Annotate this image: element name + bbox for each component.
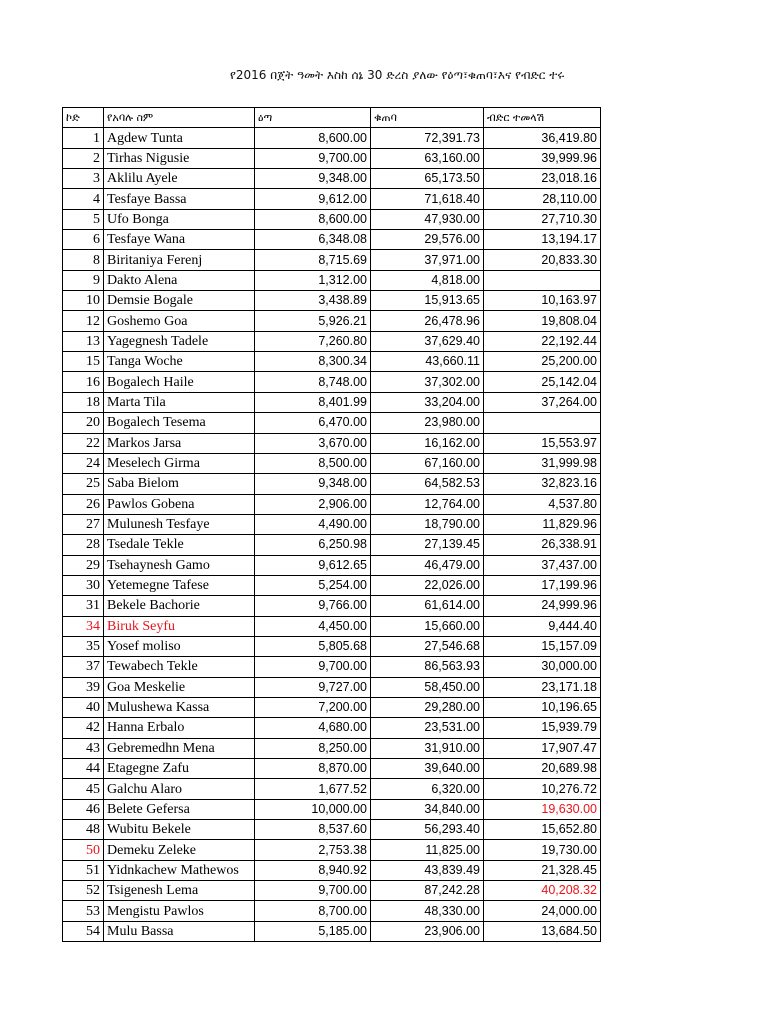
table-row — [63, 697, 601, 717]
table-row — [63, 148, 601, 168]
loan-repayment-amount: 21,328.45 — [484, 860, 601, 880]
share-amount: 4,450.00 — [255, 616, 371, 636]
member-code: 52 — [63, 881, 104, 901]
share-amount: 5,254.00 — [255, 575, 371, 595]
member-code: 6 — [63, 230, 104, 250]
savings-amount: 48,330.00 — [371, 901, 484, 921]
member-name: Wubitu Bekele — [104, 820, 255, 840]
table-row — [63, 860, 601, 880]
member-code: 26 — [63, 494, 104, 514]
share-amount: 6,250.98 — [255, 535, 371, 555]
member-name: Tsigenesh Lema — [104, 881, 255, 901]
loan-repayment-amount: 40,208.32 — [484, 881, 601, 901]
loan-repayment-amount: 31,999.98 — [484, 453, 601, 473]
member-name: Tsedale Tekle — [104, 535, 255, 555]
savings-amount: 86,563.93 — [371, 657, 484, 677]
share-amount: 8,870.00 — [255, 759, 371, 779]
table-row — [63, 514, 601, 534]
member-name: Galchu Alaro — [104, 779, 255, 799]
member-code: 51 — [63, 860, 104, 880]
savings-amount: 58,450.00 — [371, 677, 484, 697]
loan-repayment-amount: 26,338.91 — [484, 535, 601, 555]
loan-repayment-amount: 13,194.17 — [484, 230, 601, 250]
header-member-name: የአባሉ ስም — [104, 108, 255, 128]
share-amount: 9,700.00 — [255, 881, 371, 901]
share-amount: 9,766.00 — [255, 596, 371, 616]
savings-amount: 43,660.11 — [371, 352, 484, 372]
member-code: 29 — [63, 555, 104, 575]
member-code: 15 — [63, 352, 104, 372]
table-row — [63, 270, 601, 290]
savings-amount: 4,818.00 — [371, 270, 484, 290]
loan-repayment-amount: 23,171.18 — [484, 677, 601, 697]
savings-amount: 71,618.40 — [371, 189, 484, 209]
savings-amount: 26,478.96 — [371, 311, 484, 331]
member-code: 3 — [63, 169, 104, 189]
member-name: Marta Tila — [104, 392, 255, 412]
table-row — [63, 189, 601, 209]
savings-amount: 31,910.00 — [371, 738, 484, 758]
member-name: Goa Meskelie — [104, 677, 255, 697]
member-code: 53 — [63, 901, 104, 921]
member-code: 39 — [63, 677, 104, 697]
savings-amount: 37,302.00 — [371, 372, 484, 392]
savings-amount: 27,139.45 — [371, 535, 484, 555]
member-name: Mulunesh Tesfaye — [104, 514, 255, 534]
share-amount: 9,348.00 — [255, 474, 371, 494]
share-amount: 8,600.00 — [255, 128, 371, 148]
member-code: 25 — [63, 474, 104, 494]
member-code: 27 — [63, 514, 104, 534]
member-code: 45 — [63, 779, 104, 799]
savings-amount: 63,160.00 — [371, 148, 484, 168]
table-row — [63, 331, 601, 351]
savings-amount: 65,173.50 — [371, 169, 484, 189]
table-row — [63, 636, 601, 656]
member-code: 24 — [63, 453, 104, 473]
savings-amount: 37,971.00 — [371, 250, 484, 270]
member-code: 9 — [63, 270, 104, 290]
member-name: Meselech Girma — [104, 453, 255, 473]
savings-amount: 37,629.40 — [371, 331, 484, 351]
member-code: 35 — [63, 636, 104, 656]
savings-amount: 43,839.49 — [371, 860, 484, 880]
member-name: Markos Jarsa — [104, 433, 255, 453]
share-amount: 5,185.00 — [255, 921, 371, 941]
member-code: 42 — [63, 718, 104, 738]
share-amount: 10,000.00 — [255, 799, 371, 819]
loan-repayment-amount: 24,999.96 — [484, 596, 601, 616]
loan-repayment-amount: 32,823.16 — [484, 474, 601, 494]
member-code: 12 — [63, 311, 104, 331]
table-row — [63, 759, 601, 779]
table-row — [63, 169, 601, 189]
table-header-row — [63, 108, 601, 128]
share-amount: 2,753.38 — [255, 840, 371, 860]
share-amount: 9,700.00 — [255, 148, 371, 168]
table-row — [63, 738, 601, 758]
savings-amount: 16,162.00 — [371, 433, 484, 453]
member-name: Yidnkachew Mathewos — [104, 860, 255, 880]
member-code: 18 — [63, 392, 104, 412]
member-code: 16 — [63, 372, 104, 392]
savings-amount: 18,790.00 — [371, 514, 484, 534]
loan-repayment-amount: 9,444.40 — [484, 616, 601, 636]
member-code: 31 — [63, 596, 104, 616]
table-row — [63, 575, 601, 595]
table-row — [63, 372, 601, 392]
member-name: Agdew Tunta — [104, 128, 255, 148]
table-row — [63, 453, 601, 473]
table-row — [63, 840, 601, 860]
member-code: 48 — [63, 820, 104, 840]
member-code: 43 — [63, 738, 104, 758]
table-row — [63, 657, 601, 677]
loan-repayment-amount: 13,684.50 — [484, 921, 601, 941]
loan-repayment-amount: 27,710.30 — [484, 209, 601, 229]
savings-amount: 34,840.00 — [371, 799, 484, 819]
table-row — [63, 352, 601, 372]
share-amount: 8,600.00 — [255, 209, 371, 229]
share-amount: 3,670.00 — [255, 433, 371, 453]
share-amount: 8,500.00 — [255, 453, 371, 473]
loan-repayment-amount: 30,000.00 — [484, 657, 601, 677]
loan-repayment-amount: 39,999.96 — [484, 148, 601, 168]
savings-amount: 11,825.00 — [371, 840, 484, 860]
table-row — [63, 250, 601, 270]
savings-amount: 6,320.00 — [371, 779, 484, 799]
savings-amount: 12,764.00 — [371, 494, 484, 514]
savings-amount: 15,660.00 — [371, 616, 484, 636]
table-row — [63, 209, 601, 229]
table-row — [63, 820, 601, 840]
loan-repayment-amount: 15,553.97 — [484, 433, 601, 453]
member-name: Belete Gefersa — [104, 799, 255, 819]
share-amount: 8,300.34 — [255, 352, 371, 372]
share-amount: 1,312.00 — [255, 270, 371, 290]
member-name: Aklilu Ayele — [104, 169, 255, 189]
member-code: 4 — [63, 189, 104, 209]
table-row — [63, 555, 601, 575]
share-amount: 1,677.52 — [255, 779, 371, 799]
savings-amount: 23,906.00 — [371, 921, 484, 941]
member-name: Mengistu Pawlos — [104, 901, 255, 921]
share-amount: 8,250.00 — [255, 738, 371, 758]
member-name: Gebremedhn Mena — [104, 738, 255, 758]
share-amount: 7,200.00 — [255, 697, 371, 717]
member-name: Yetemegne Tafese — [104, 575, 255, 595]
savings-amount: 23,531.00 — [371, 718, 484, 738]
share-amount: 9,612.65 — [255, 555, 371, 575]
member-code: 8 — [63, 250, 104, 270]
savings-amount: 23,980.00 — [371, 413, 484, 433]
member-name: Demsie Bogale — [104, 291, 255, 311]
table-row — [63, 311, 601, 331]
member-name: Yagegnesh Tadele — [104, 331, 255, 351]
loan-repayment-amount: 37,264.00 — [484, 392, 601, 412]
savings-amount: 39,640.00 — [371, 759, 484, 779]
loan-repayment-amount: 15,652.80 — [484, 820, 601, 840]
share-amount: 8,940.92 — [255, 860, 371, 880]
member-name: Tewabech Tekle — [104, 657, 255, 677]
member-name: Bogalech Tesema — [104, 413, 255, 433]
savings-amount: 29,576.00 — [371, 230, 484, 250]
member-code: 2 — [63, 148, 104, 168]
member-name: Mulu Bassa — [104, 921, 255, 941]
member-code: 10 — [63, 291, 104, 311]
savings-amount: 29,280.00 — [371, 697, 484, 717]
table-row — [63, 596, 601, 616]
loan-repayment-amount: 10,196.65 — [484, 697, 601, 717]
member-name: Tsehaynesh Gamo — [104, 555, 255, 575]
table-row — [63, 779, 601, 799]
loan-repayment-amount: 11,829.96 — [484, 514, 601, 534]
member-name: Bekele Bachorie — [104, 596, 255, 616]
member-code: 54 — [63, 921, 104, 941]
loan-repayment-amount: 10,276.72 — [484, 779, 601, 799]
member-name: Hanna Erbalo — [104, 718, 255, 738]
savings-amount: 33,204.00 — [371, 392, 484, 412]
member-code: 5 — [63, 209, 104, 229]
share-amount: 8,537.60 — [255, 820, 371, 840]
share-amount: 2,906.00 — [255, 494, 371, 514]
header-code: ኮድ — [63, 108, 104, 128]
loan-repayment-amount: 28,110.00 — [484, 189, 601, 209]
loan-repayment-amount: 10,163.97 — [484, 291, 601, 311]
table-row — [63, 128, 601, 148]
member-name: Goshemo Goa — [104, 311, 255, 331]
table-row — [63, 535, 601, 555]
share-amount: 9,700.00 — [255, 657, 371, 677]
members-table — [62, 107, 601, 942]
member-name: Biritaniya Ferenj — [104, 250, 255, 270]
member-code: 34 — [63, 616, 104, 636]
loan-repayment-amount: 36,419.80 — [484, 128, 601, 148]
loan-repayment-amount: 22,192.44 — [484, 331, 601, 351]
share-amount: 5,805.68 — [255, 636, 371, 656]
member-name: Pawlos Gobena — [104, 494, 255, 514]
table-row — [63, 474, 601, 494]
member-code: 13 — [63, 331, 104, 351]
loan-repayment-amount: 25,200.00 — [484, 352, 601, 372]
table-row — [63, 230, 601, 250]
table-row — [63, 921, 601, 941]
member-code: 20 — [63, 413, 104, 433]
member-name: Tanga Woche — [104, 352, 255, 372]
table-row — [63, 392, 601, 412]
member-code: 28 — [63, 535, 104, 555]
share-amount: 4,680.00 — [255, 718, 371, 738]
table-row — [63, 901, 601, 921]
header-share: ዕጣ — [255, 108, 371, 128]
member-name: Demeku Zeleke — [104, 840, 255, 860]
savings-amount: 87,242.28 — [371, 881, 484, 901]
member-name: Tesfaye Wana — [104, 230, 255, 250]
share-amount: 5,926.21 — [255, 311, 371, 331]
loan-repayment-amount: 15,939.79 — [484, 718, 601, 738]
savings-amount: 27,546.68 — [371, 636, 484, 656]
member-name: Etagegne Zafu — [104, 759, 255, 779]
member-name: Saba Bielom — [104, 474, 255, 494]
member-name: Tesfaye Bassa — [104, 189, 255, 209]
loan-repayment-amount: 20,689.98 — [484, 759, 601, 779]
share-amount: 6,348.08 — [255, 230, 371, 250]
table-row — [63, 677, 601, 697]
document-title: የ2016 በጀት ዓመት እስከ ሰኔ 30 ድረስ ያለው የዕጣ፣ቁጠባ፣እና የብድር ተሩ — [230, 68, 565, 82]
loan-repayment-amount: 25,142.04 — [484, 372, 601, 392]
share-amount: 7,260.80 — [255, 331, 371, 351]
member-code: 40 — [63, 697, 104, 717]
savings-amount: 61,614.00 — [371, 596, 484, 616]
loan-repayment-amount: 19,808.04 — [484, 311, 601, 331]
header-loan-repayment: ብድር ተመላሽ — [484, 108, 601, 128]
member-name: Tirhas Nigusie — [104, 148, 255, 168]
table-row — [63, 291, 601, 311]
table-body — [63, 128, 601, 942]
loan-repayment-amount: 4,537.80 — [484, 494, 601, 514]
table-row — [63, 616, 601, 636]
share-amount: 8,700.00 — [255, 901, 371, 921]
member-name: Ufo Bonga — [104, 209, 255, 229]
table-row — [63, 433, 601, 453]
header-savings: ቁጠባ — [371, 108, 484, 128]
member-name: Biruk Seyfu — [104, 616, 255, 636]
table-row — [63, 718, 601, 738]
loan-repayment-amount — [484, 270, 601, 290]
savings-amount: 15,913.65 — [371, 291, 484, 311]
share-amount: 8,401.99 — [255, 392, 371, 412]
loan-repayment-amount: 19,630.00 — [484, 799, 601, 819]
share-amount: 4,490.00 — [255, 514, 371, 534]
table-row — [63, 799, 601, 819]
loan-repayment-amount: 24,000.00 — [484, 901, 601, 921]
loan-repayment-amount: 17,907.47 — [484, 738, 601, 758]
loan-repayment-amount — [484, 413, 601, 433]
share-amount: 9,727.00 — [255, 677, 371, 697]
share-amount: 9,348.00 — [255, 169, 371, 189]
member-code: 22 — [63, 433, 104, 453]
savings-amount: 46,479.00 — [371, 555, 484, 575]
loan-repayment-amount: 15,157.09 — [484, 636, 601, 656]
loan-repayment-amount: 17,199.96 — [484, 575, 601, 595]
savings-amount: 67,160.00 — [371, 453, 484, 473]
member-name: Mulushewa Kassa — [104, 697, 255, 717]
share-amount: 8,748.00 — [255, 372, 371, 392]
savings-amount: 72,391.73 — [371, 128, 484, 148]
savings-amount: 47,930.00 — [371, 209, 484, 229]
share-amount: 3,438.89 — [255, 291, 371, 311]
savings-amount: 56,293.40 — [371, 820, 484, 840]
member-code: 46 — [63, 799, 104, 819]
member-code: 37 — [63, 657, 104, 677]
table-row — [63, 413, 601, 433]
table-row — [63, 881, 601, 901]
member-name: Bogalech Haile — [104, 372, 255, 392]
member-code: 44 — [63, 759, 104, 779]
share-amount: 9,612.00 — [255, 189, 371, 209]
member-code: 50 — [63, 840, 104, 860]
loan-repayment-amount: 20,833.30 — [484, 250, 601, 270]
member-name: Dakto Alena — [104, 270, 255, 290]
loan-repayment-amount: 23,018.16 — [484, 169, 601, 189]
member-code: 1 — [63, 128, 104, 148]
table-row — [63, 494, 601, 514]
loan-repayment-amount: 37,437.00 — [484, 555, 601, 575]
share-amount: 8,715.69 — [255, 250, 371, 270]
savings-amount: 22,026.00 — [371, 575, 484, 595]
share-amount: 6,470.00 — [255, 413, 371, 433]
member-code: 30 — [63, 575, 104, 595]
member-name: Yosef moliso — [104, 636, 255, 656]
loan-repayment-amount: 19,730.00 — [484, 840, 601, 860]
savings-amount: 64,582.53 — [371, 474, 484, 494]
